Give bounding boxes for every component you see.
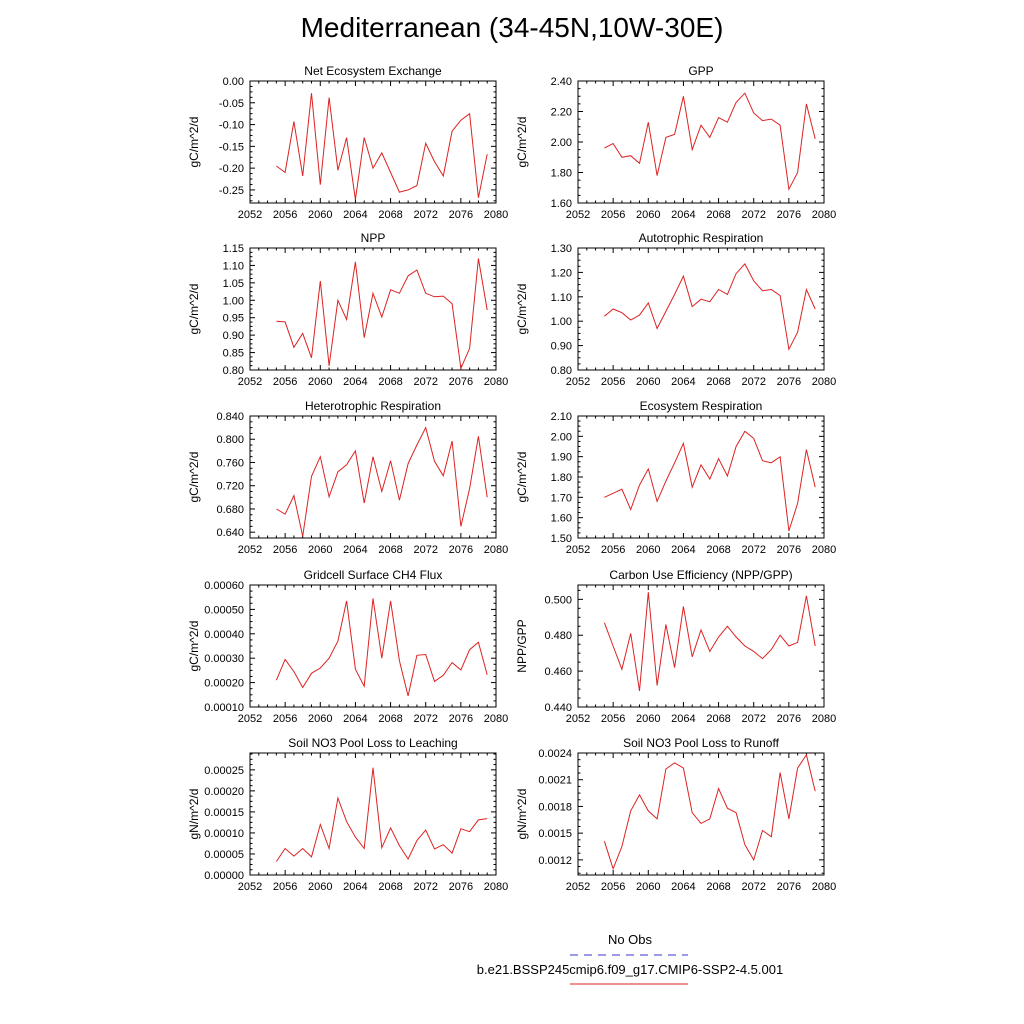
panel-title: Soil NO3 Pool Loss to Leaching <box>288 736 458 750</box>
x-tick-label: 2072 <box>413 209 438 221</box>
panel-10 <box>515 736 836 893</box>
y-tick-label: 0.0015 <box>538 828 572 841</box>
y-tick-label: 0.00015 <box>204 806 244 819</box>
x-tick-label: 2064 <box>343 209 368 221</box>
x-tick-label: 2052 <box>237 209 263 221</box>
x-tick-label: 2060 <box>308 544 333 556</box>
x-tick-label: 2076 <box>448 376 474 388</box>
panel-5 <box>187 399 508 556</box>
y-tick-label: 1.05 <box>222 277 244 290</box>
x-tick-label: 2064 <box>343 544 368 556</box>
x-tick-label: 2052 <box>565 544 591 556</box>
x-tick-label: 2064 <box>671 209 696 221</box>
x-tick-label: 2064 <box>343 376 368 388</box>
x-tick-label: 2068 <box>706 881 731 893</box>
x-tick-label: 2056 <box>600 881 626 893</box>
x-tick-label: 2064 <box>671 544 696 556</box>
series-line-1 <box>604 264 815 349</box>
legend <box>440 930 820 1000</box>
legend-entry-no-obs <box>440 932 820 947</box>
x-tick-label: 2052 <box>565 209 591 221</box>
panel-6 <box>515 399 836 556</box>
y-tick-label: 0.480 <box>544 630 572 643</box>
y-axis-label: gC/m^2/d <box>187 116 201 168</box>
x-tick-label: 2056 <box>600 544 626 556</box>
x-tick-label: 2060 <box>308 881 333 893</box>
x-tick-label: 2072 <box>741 881 766 893</box>
y-axis-label: gC/m^2/d <box>515 116 529 168</box>
y-tick-label: 1.70 <box>550 492 572 505</box>
series-line-1 <box>276 768 487 862</box>
y-tick-label: 0.00050 <box>204 604 244 617</box>
panel-9 <box>187 736 508 893</box>
x-tick-label: 2080 <box>811 544 837 556</box>
y-tick-label: 0.90 <box>550 340 572 353</box>
x-tick-label: 2076 <box>776 544 802 556</box>
y-tick-label: 1.80 <box>550 472 572 484</box>
y-tick-label: 1.50 <box>550 533 572 545</box>
y-tick-label: 2.20 <box>550 106 572 119</box>
series-line-1 <box>604 755 815 869</box>
y-tick-label: 1.00 <box>550 316 572 329</box>
x-tick-label: 2056 <box>600 209 626 221</box>
panel-8 <box>515 568 836 725</box>
y-tick-label: 0.00020 <box>204 677 244 690</box>
x-tick-label: 2076 <box>776 209 802 221</box>
x-tick-label: 2072 <box>413 544 438 556</box>
x-tick-label: 2052 <box>237 713 263 725</box>
x-tick-label: 2056 <box>600 713 626 725</box>
y-tick-label: 0.95 <box>222 312 244 325</box>
y-tick-label: 2.00 <box>550 431 572 444</box>
x-tick-label: 2072 <box>413 713 438 725</box>
x-tick-label: 2076 <box>448 544 474 556</box>
x-tick-label: 2076 <box>448 713 474 725</box>
x-tick-label: 2068 <box>378 376 403 388</box>
x-tick-label: 2060 <box>636 209 661 221</box>
y-tick-label: 0.00060 <box>204 580 244 592</box>
y-tick-label: 0.00010 <box>204 702 244 714</box>
x-tick-label: 2052 <box>237 376 263 388</box>
series-line-1 <box>276 93 487 199</box>
panel-2 <box>515 64 836 221</box>
y-tick-label: 1.30 <box>550 243 572 255</box>
series-line-1 <box>276 259 487 369</box>
x-tick-label: 2056 <box>272 544 298 556</box>
x-tick-label: 2068 <box>378 209 403 221</box>
y-tick-label: 2.40 <box>550 76 572 88</box>
x-tick-label: 2064 <box>343 881 368 893</box>
y-tick-label: 2.00 <box>550 137 572 149</box>
y-tick-label: 1.60 <box>550 198 572 210</box>
y-axis-label: gN/m^2/d <box>515 788 529 840</box>
x-tick-label: 2052 <box>237 544 263 556</box>
y-tick-label: 0.0012 <box>538 854 572 867</box>
plot-frame <box>250 416 496 538</box>
y-tick-label: 0.720 <box>216 480 244 493</box>
panel-7 <box>187 568 508 725</box>
panel-title: GPP <box>688 64 714 78</box>
x-tick-label: 2060 <box>636 881 661 893</box>
series-line-1 <box>276 428 487 537</box>
series-line-1 <box>604 592 815 691</box>
x-tick-label: 2052 <box>565 713 591 725</box>
plot-frame <box>578 81 824 203</box>
y-tick-label: 0.00020 <box>204 785 244 798</box>
y-tick-label: -0.25 <box>218 184 244 197</box>
y-tick-label: -0.20 <box>218 163 244 176</box>
y-tick-label: 1.60 <box>550 512 572 525</box>
x-tick-label: 2068 <box>706 376 731 388</box>
x-tick-label: 2076 <box>776 881 802 893</box>
x-tick-label: 2072 <box>741 544 766 556</box>
y-tick-label: 0.00000 <box>204 870 244 882</box>
y-tick-label: 0.80 <box>550 365 572 377</box>
x-tick-label: 2060 <box>636 544 661 556</box>
y-axis-label: NPP/GPP <box>515 619 529 673</box>
x-tick-label: 2056 <box>272 881 298 893</box>
y-tick-label: 1.10 <box>222 260 244 273</box>
x-tick-label: 2068 <box>378 713 403 725</box>
y-axis-label: gC/m^2/d <box>187 451 201 503</box>
series-line-1 <box>604 431 815 531</box>
x-tick-label: 2076 <box>776 376 802 388</box>
panel-title: Net Ecosystem Exchange <box>304 64 442 78</box>
y-tick-label: -0.15 <box>218 141 244 154</box>
y-tick-label: 0.85 <box>222 347 244 360</box>
x-tick-label: 2076 <box>448 209 474 221</box>
legend-entry-model <box>440 962 820 977</box>
x-tick-label: 2072 <box>741 376 766 388</box>
y-tick-label: 0.460 <box>544 666 572 679</box>
x-tick-label: 2064 <box>671 713 696 725</box>
plot-frame <box>578 248 824 370</box>
y-axis-label: gC/m^2/d <box>187 620 201 672</box>
plot-frame <box>578 753 824 875</box>
y-tick-label: -0.05 <box>218 97 244 110</box>
panel-title: Ecosystem Respiration <box>639 399 763 413</box>
x-tick-label: 2080 <box>811 713 837 725</box>
x-tick-label: 2080 <box>483 881 509 893</box>
y-tick-label: 0.90 <box>222 330 244 343</box>
y-tick-label: 2.10 <box>550 411 572 423</box>
x-tick-label: 2080 <box>811 881 837 893</box>
x-tick-label: 2068 <box>706 544 731 556</box>
x-tick-label: 2080 <box>483 713 509 725</box>
y-tick-label: 1.15 <box>222 243 244 255</box>
legend-label-model: b.e21.BSSP245cmip6.f09_g17.CMIP6-SSP2-4.5.001 <box>476 962 784 977</box>
x-tick-label: 2056 <box>272 209 298 221</box>
y-tick-label: 0.840 <box>216 411 244 423</box>
x-tick-label: 2064 <box>343 713 368 725</box>
y-tick-label: 0.00025 <box>204 764 244 777</box>
y-tick-label: 0.640 <box>216 527 244 540</box>
x-tick-label: 2056 <box>272 713 298 725</box>
plot-frame <box>578 585 824 707</box>
panel-title: NPP <box>360 231 386 245</box>
x-tick-label: 2064 <box>671 881 696 893</box>
panel-title: Heterotrophic Respiration <box>304 399 442 413</box>
y-tick-label: 0.0024 <box>538 748 572 760</box>
x-tick-label: 2060 <box>636 376 661 388</box>
x-tick-label: 2068 <box>706 713 731 725</box>
x-tick-label: 2052 <box>565 376 591 388</box>
panel-title: Gridcell Surface CH4 Flux <box>303 568 443 582</box>
x-tick-label: 2052 <box>565 881 591 893</box>
x-tick-label: 2064 <box>671 376 696 388</box>
y-tick-label: 0.800 <box>216 434 244 447</box>
y-axis-label: gN/m^2/d <box>187 788 201 840</box>
y-tick-label: 0.0021 <box>538 774 572 787</box>
y-tick-label: 1.00 <box>222 295 244 308</box>
legend-swatch-model <box>440 979 820 989</box>
x-tick-label: 2080 <box>483 209 509 221</box>
legend-label-no-obs: No Obs <box>607 932 653 947</box>
series-line-1 <box>276 598 487 696</box>
panel-title: Carbon Use Efficiency (NPP/GPP) <box>609 568 793 582</box>
x-tick-label: 2072 <box>413 376 438 388</box>
series-line-1 <box>604 93 815 189</box>
y-tick-label: 0.00 <box>222 76 244 88</box>
y-axis-label: gC/m^2/d <box>515 451 529 503</box>
y-tick-label: -0.10 <box>218 119 244 132</box>
y-tick-label: 0.00010 <box>204 827 244 840</box>
x-tick-label: 2076 <box>776 713 802 725</box>
panel-3 <box>187 231 508 388</box>
y-tick-label: 0.440 <box>544 702 572 714</box>
y-tick-label: 1.90 <box>550 451 572 464</box>
x-tick-label: 2080 <box>483 544 509 556</box>
y-tick-label: 1.20 <box>550 267 572 280</box>
y-tick-label: 0.80 <box>222 365 244 377</box>
x-tick-label: 2076 <box>448 881 474 893</box>
panel-4 <box>515 231 836 388</box>
x-tick-label: 2068 <box>378 544 403 556</box>
x-tick-label: 2056 <box>600 376 626 388</box>
x-tick-label: 2068 <box>378 881 403 893</box>
x-tick-label: 2080 <box>811 376 837 388</box>
x-tick-label: 2056 <box>272 376 298 388</box>
y-tick-label: 1.80 <box>550 167 572 180</box>
x-tick-label: 2060 <box>308 713 333 725</box>
x-tick-label: 2072 <box>741 713 766 725</box>
x-tick-label: 2060 <box>308 376 333 388</box>
legend-swatch-no-obs <box>440 950 820 960</box>
y-tick-label: 0.00005 <box>204 848 244 861</box>
y-tick-label: 0.760 <box>216 457 244 470</box>
x-tick-label: 2052 <box>237 881 263 893</box>
x-tick-label: 2080 <box>811 209 837 221</box>
y-tick-label: 0.0018 <box>538 801 572 814</box>
y-tick-label: 0.00030 <box>204 653 244 666</box>
y-axis-label: gC/m^2/d <box>187 283 201 335</box>
plot-frame <box>250 81 496 203</box>
y-tick-label: 1.10 <box>550 291 572 304</box>
x-tick-label: 2068 <box>706 209 731 221</box>
y-axis-label: gC/m^2/d <box>515 283 529 335</box>
panel-1 <box>187 64 508 221</box>
panel-title: Soil NO3 Pool Loss to Runoff <box>623 736 779 750</box>
panel-title: Autotrophic Respiration <box>638 231 764 245</box>
figure-title: Mediterranean (34-45N,10W-30E) <box>300 12 724 43</box>
x-tick-label: 2072 <box>413 881 438 893</box>
x-tick-label: 2072 <box>741 209 766 221</box>
y-tick-label: 0.00040 <box>204 628 244 641</box>
x-tick-label: 2060 <box>308 209 333 221</box>
y-tick-label: 0.500 <box>544 594 572 607</box>
y-tick-label: 0.680 <box>216 503 244 516</box>
x-tick-label: 2080 <box>483 376 509 388</box>
x-tick-label: 2060 <box>636 713 661 725</box>
